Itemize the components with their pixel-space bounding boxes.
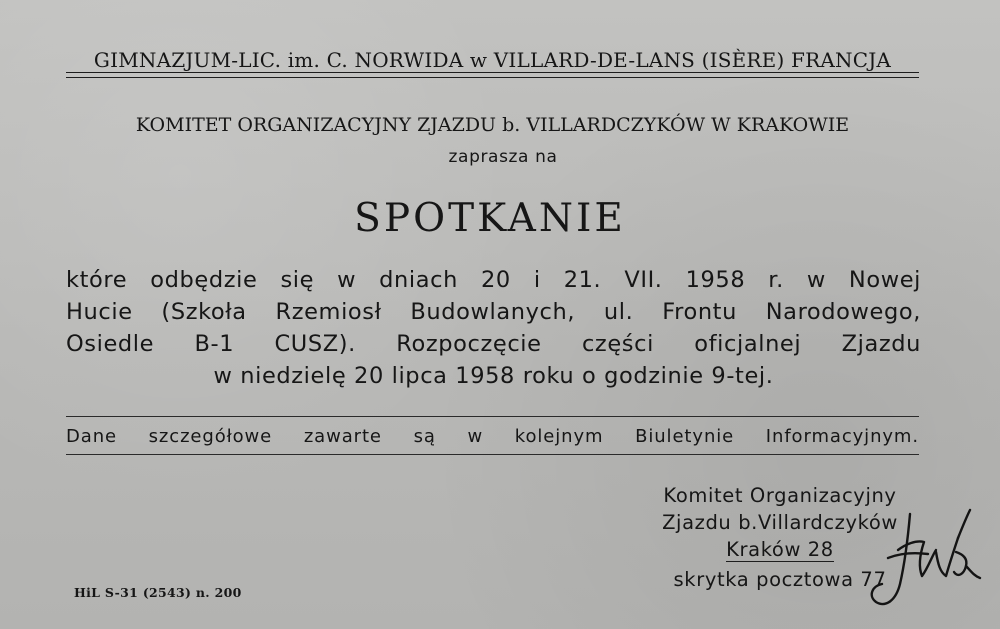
details-note: Dane szczegółowe zawarte są w kolejnym Biuletynie Informacyjnym. (66, 426, 919, 447)
description-line: Hucie (Szkoła Rzemiosł Budowlanych, ul. Frontu Narodowego, (66, 299, 921, 325)
details-rule-top (66, 416, 919, 417)
organizing-committee-heading: KOMITET ORGANIZACYJNY ZJAZDU b. VILLARDCZYKÓW W KRAKOWIE (135, 114, 850, 136)
invites-text: zaprasza na (448, 147, 558, 167)
school-name-heading: GIMNAZJUM-LIC. im. C. NORWIDA w VILLARD-DE-LANS (ISÈRE) FRANCJA (93, 48, 892, 72)
address-po-box: skrytka pocztowa 77 (673, 568, 887, 591)
event-title: SPOTKANIE (354, 196, 626, 241)
address-city: Kraków 28 (726, 538, 834, 561)
handwritten-signature (858, 492, 990, 616)
description-line: Osiedle B-1 CUSZ). Rozpoczęcie części oficjalnej Zjazdu (66, 331, 921, 357)
address-line: Komitet Organizacyjny (663, 484, 897, 507)
address-line: Zjazdu b.Villardczyków (662, 511, 898, 534)
print-code: HiL S-31 (2543) n. 200 (74, 585, 242, 600)
description-line: w niedzielę 20 lipca 1958 roku o godzinie 9-tej. (213, 363, 774, 389)
header-rule-bottom (66, 77, 919, 78)
event-description (66, 264, 921, 392)
header-rule-top (66, 72, 919, 73)
description-line: które odbędzie się w dniach 20 i 21. VII. 1958 r. w Nowej (66, 267, 921, 293)
details-rule-bottom (66, 454, 919, 455)
